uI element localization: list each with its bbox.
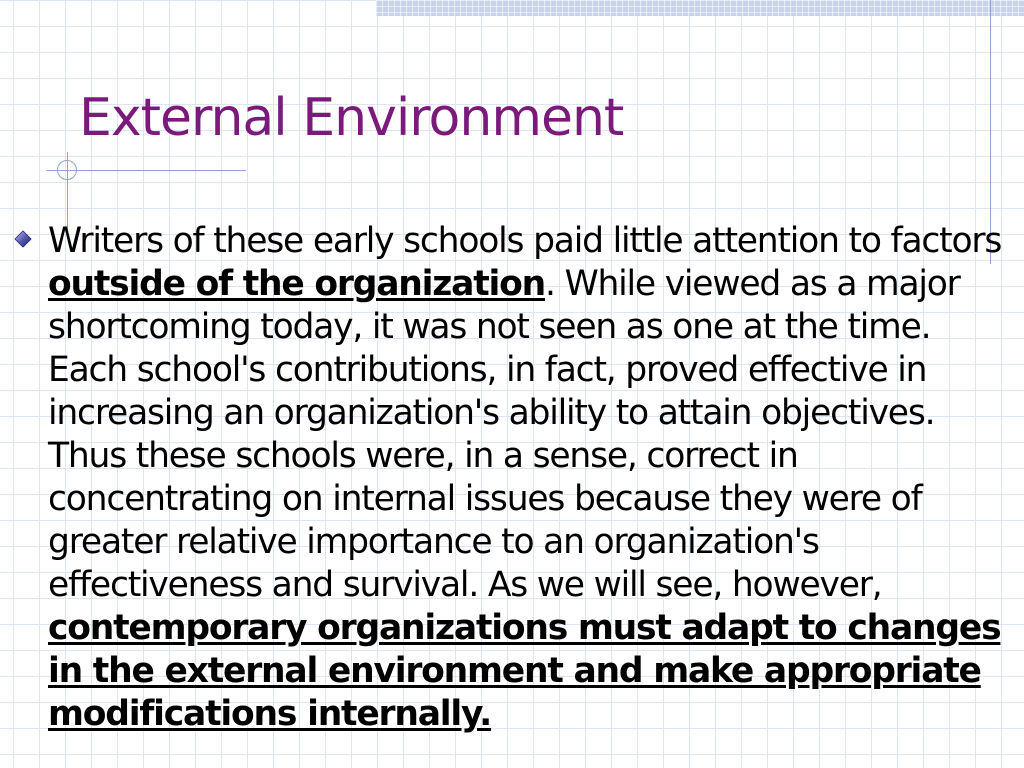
- emphasis-outside-organization: outside of the organization: [48, 264, 546, 304]
- emphasis-contemporary-organizations: contemporary organizations must adapt to changes in the external environment and make appropriate modifications internally.: [48, 608, 1001, 734]
- paragraph-text-2: . While viewed as a major shortcoming today, it was not seen as one at the time. Each school's contributions, in fact, proved effective in increasing an organization's ability to attain objectives. Thus these schools were, in a sense, correct in concentrating on internal issues because they were of greater relative importance to an organization's effectiveness and survival. As we will see, however,: [48, 264, 960, 605]
- crosshair-circle-icon: [57, 160, 77, 180]
- paragraph-text-1: Writers of these early schools paid little attention to factors: [48, 221, 1002, 261]
- bullet-paragraph: [48, 220, 1010, 736]
- top-decorative-band: [376, 0, 1024, 16]
- diamond-bullet-icon: [14, 230, 32, 248]
- slide-title: External Environment: [79, 88, 624, 148]
